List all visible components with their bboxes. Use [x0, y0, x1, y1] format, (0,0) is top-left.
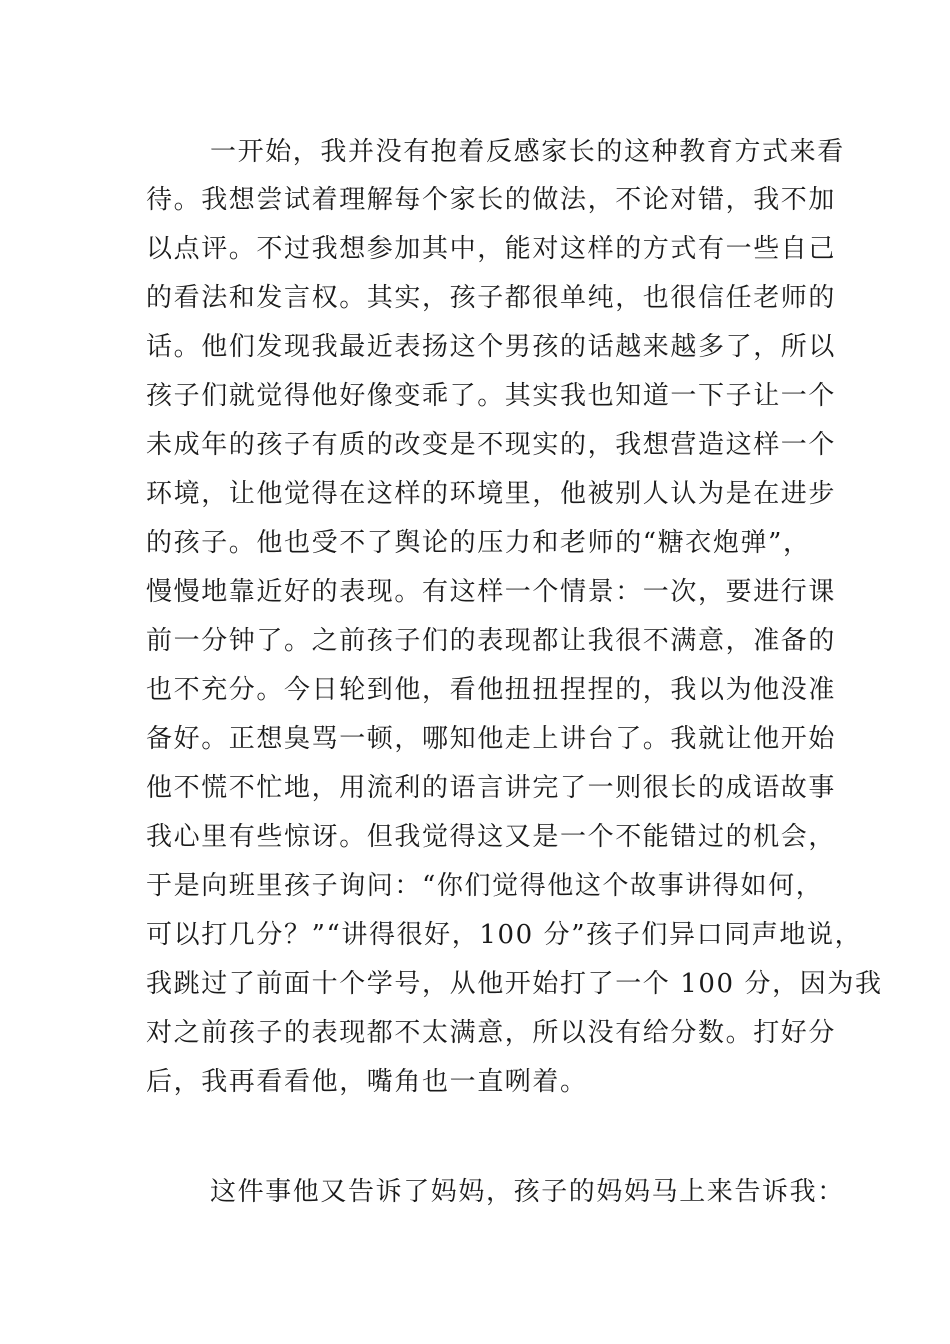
paragraph-1-line-8: 环境，让他觉得在这样的环境里，他被别人认为是在进步	[146, 479, 837, 509]
paragraph-1-line-13: 备好。正想臭骂一顿，哪知他走上讲台了。我就让他开始	[146, 724, 837, 754]
paragraph-2-line-1: 这件事他又告诉了妈妈，孩子的妈妈马上来告诉我：	[210, 1177, 845, 1207]
paragraph-1-line-11: 前一分钟了。之前孩子们的表现都让我很不满意，准备的	[146, 626, 837, 656]
paragraph-1-line-20: 后，我再看看他，嘴角也一直咧着。	[146, 1067, 588, 1097]
paragraph-1-line-2: 待。我想尝试着理解每个家长的做法，不论对错，我不加	[146, 185, 837, 215]
paragraph-1-line-18: 我跳过了前面十个学号，从他开始打了一个 100 分，因为我	[146, 969, 883, 999]
paragraph-1-line-3: 以点评。不过我想参加其中，能对这样的方式有一些自己	[146, 234, 837, 264]
paragraph-1-line-9: 的孩子。他也受不了舆论的压力和老师的“糖衣炮弹”，	[146, 528, 811, 558]
paragraph-1-line-4: 的看法和发言权。其实，孩子都很单纯，也很信任老师的	[146, 283, 837, 313]
paragraph-1-line-14: 他不慌不忙地，用流利的语言讲完了一则很长的成语故事	[146, 773, 837, 803]
paragraph-1-line-15: 我心里有些惊讶。但我觉得这又是一个不能错过的机会，	[146, 822, 837, 852]
paragraph-1-line-5: 话。他们发现我最近表扬这个男孩的话越来越多了，所以	[146, 332, 837, 362]
paragraph-1-line-19: 对之前孩子的表现都不太满意，所以没有给分数。打好分	[146, 1018, 837, 1048]
paragraph-1-line-16: 于是向班里孩子询问：“你们觉得他这个故事讲得如何，	[146, 871, 824, 901]
paragraph-1-line-17: 可以打几分？”“讲得很好，100 分”孩子们异口同声地说，	[146, 920, 863, 950]
paragraph-1-line-7: 未成年的孩子有质的改变是不现实的，我想营造这样一个	[146, 430, 837, 460]
paragraph-1-line-12: 也不充分。今日轮到他，看他扭扭捏捏的，我以为他没准	[146, 675, 837, 705]
paragraph-1-line-10: 慢慢地靠近好的表现。有这样一个情景：一次，要进行课	[146, 577, 837, 607]
paragraph-1-line-1: 一开始，我并没有抱着反感家长的这种教育方式来看	[210, 137, 845, 167]
paragraph-1-line-6: 孩子们就觉得他好像变乖了。其实我也知道一下子让一个	[146, 381, 837, 411]
